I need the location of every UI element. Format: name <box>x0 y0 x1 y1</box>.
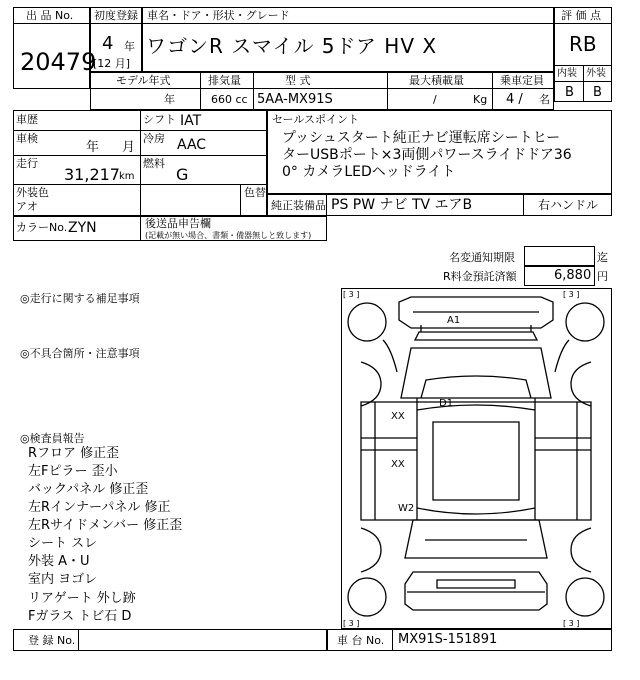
car-name: ワゴンR スマイル 5ドア HV X <box>146 34 438 58</box>
model-year-unit: 年 <box>164 93 175 106</box>
inspector-item: 左Rサイドメンバー 修正歪 <box>28 518 183 533</box>
damage-mark-xx-front: XX <box>391 411 405 422</box>
inspector-item: 左Rインナーパネル 修正 <box>28 500 171 515</box>
inspector-item: Rフロア 修正歪 <box>28 446 120 461</box>
inspection-label: 車検 <box>16 132 38 145</box>
tire-depth-label: [ 3 ] <box>563 619 580 628</box>
shift-value: IAT <box>180 113 202 129</box>
inspection-month: 月 <box>122 140 136 155</box>
recycle-unit: 円 <box>597 270 608 283</box>
max-load-unit: Kg <box>473 93 488 106</box>
sales-point-label: セールスポイント <box>272 113 360 126</box>
inspection-year: 年 <box>86 140 100 155</box>
mileage-label: 走行 <box>16 157 38 170</box>
steering-value: 右ハンドル <box>538 198 599 212</box>
reg-no-label: 登 録 No. <box>28 634 76 647</box>
mileage-value: 31,217 <box>64 165 120 184</box>
sales-point-line-3: 0° カメラLEDヘッドライト <box>282 164 456 180</box>
model-code-label: 型 式 <box>285 74 311 87</box>
change-period-label: 名変通知期限 <box>449 251 515 264</box>
exterior-grade: B <box>593 85 602 100</box>
ac-label: 冷房 <box>143 132 165 145</box>
tire-depth-label: [ 3 ] <box>343 290 360 299</box>
ext-color-label: 外装色 <box>16 186 49 199</box>
year-unit: 年 <box>124 40 135 53</box>
color-no-label: カラーNo. <box>16 221 68 234</box>
equipment-label: 純正装備品 <box>271 199 326 212</box>
equipment-value: PS PW ナビ TV エアB <box>331 197 473 213</box>
color-change-label: 色替 <box>244 186 266 199</box>
sales-point-line-2: ターUSBポート×3両側パワースライドドア36 <box>282 147 572 163</box>
inspector-item: 左Fピラー 歪小 <box>28 464 118 479</box>
history-label: 車歴 <box>16 113 38 126</box>
inspector-item: シート スレ <box>28 536 98 551</box>
tire-front-left-icon <box>348 303 386 341</box>
lot-label: 出 品 No. <box>26 9 74 22</box>
car-diagram <box>341 288 612 629</box>
displacement-value: 660 cc <box>211 93 248 106</box>
tire-depth-label: [ 3 ] <box>343 619 360 628</box>
defects-label: ◎不具合箇所・注意事項 <box>20 347 140 360</box>
exterior-label: 外装 <box>586 68 606 79</box>
tire-rear-left-icon <box>348 578 386 616</box>
lot-number: 20479 <box>20 48 97 76</box>
tire-depth-label: [ 3 ] <box>563 290 580 299</box>
sales-point-line-1: プッシュスタート純正ナビ運転席シートヒー <box>282 130 561 146</box>
ac-value: AAC <box>177 137 207 153</box>
name-change-box <box>524 246 595 266</box>
inspector-item: 室内 ヨゴレ <box>28 572 98 587</box>
chassis-label: 車 台 No. <box>337 634 385 647</box>
driving-notes-label: ◎走行に関する補足事項 <box>20 292 140 305</box>
inspector-item: 外装 A・U <box>28 554 90 569</box>
car-name-label: 車名・ドア・形状・グレード <box>147 9 290 22</box>
change-period-unit: 迄 <box>597 251 608 264</box>
damage-mark-d1: D1 <box>439 398 454 409</box>
chassis-no: MX91S-151891 <box>398 632 498 647</box>
damage-mark-w2: W2 <box>398 503 415 514</box>
damage-mark-a1: A1 <box>447 315 461 326</box>
first-reg-label: 初度登録 <box>94 9 138 22</box>
fuel-label: 燃料 <box>143 157 165 170</box>
recycle-label: R料金預託済額 <box>443 270 517 283</box>
fuel-value: G <box>176 165 189 184</box>
recycle-amount: 6,880 <box>554 268 592 283</box>
max-load-value: / <box>433 93 437 106</box>
first-reg-month: [12 月] <box>93 57 131 70</box>
mileage-unit: km <box>119 171 135 182</box>
shift-label: シフト <box>143 113 176 126</box>
color-no-value: ZYN <box>68 220 97 236</box>
grade-label: 評 価 点 <box>561 9 601 22</box>
inspector-label: ◎検査員報告 <box>20 432 85 445</box>
model-year-label: モデル年式 <box>116 74 171 87</box>
post-report-note: (記載が無い場合、書類・備器無しと致します) <box>145 231 312 240</box>
max-load-label: 最大積載量 <box>409 74 464 87</box>
grade-value: RB <box>569 32 597 56</box>
first-reg-year: 4 <box>102 33 114 54</box>
post-report-label: 後送品申告欄 <box>145 217 211 230</box>
inspector-item: リアゲート 外し跡 <box>28 591 136 606</box>
ext-color-value: アオ <box>16 200 38 213</box>
model-code: 5AA-MX91S <box>257 92 333 107</box>
capacity-value: 4 / <box>506 92 523 107</box>
tire-rear-right-icon <box>566 578 604 616</box>
inspector-item: バックパネル 修正歪 <box>28 482 149 497</box>
capacity-unit: 名 <box>539 93 550 106</box>
interior-label: 内装 <box>557 68 577 79</box>
interior-grade: B <box>565 85 574 100</box>
damage-mark-xx-rear: XX <box>391 459 405 470</box>
displacement-label: 排気量 <box>208 74 241 87</box>
tire-front-right-icon <box>566 303 604 341</box>
inspector-item: Fガラス トビ石 D <box>28 609 132 624</box>
capacity-label: 乗車定員 <box>500 74 544 87</box>
